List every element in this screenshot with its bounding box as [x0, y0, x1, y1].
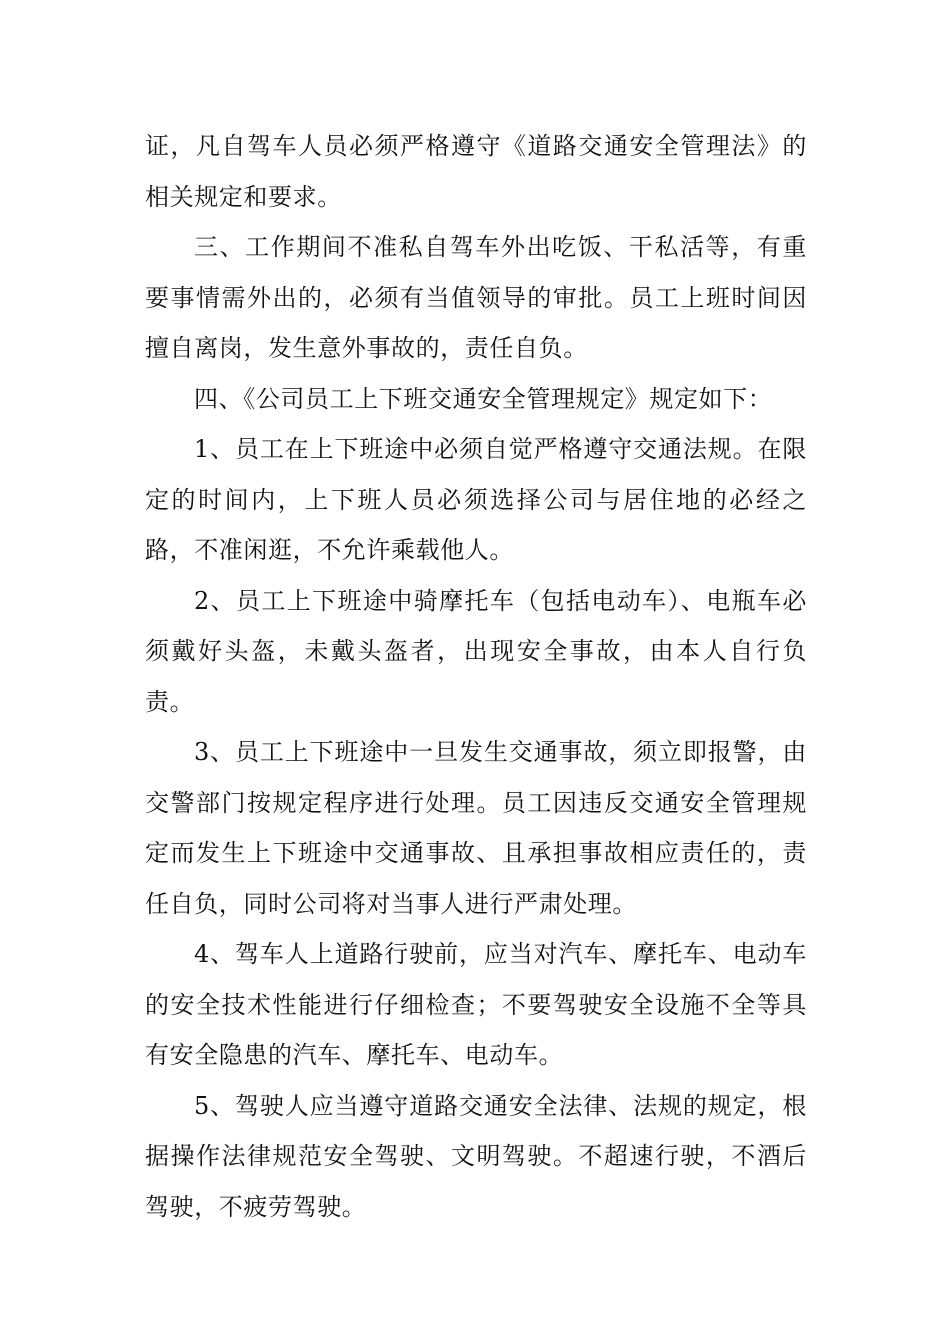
- paragraph-rule-4: 4、驾车人上道路行驶前，应当对汽车、摩托车、电动车的安全技术性能进行仔细检查；不要驾驶安全设施不全等具有安全隐患的汽车、摩托车、电动车。: [145, 940, 807, 1069]
- paragraph-item-3: 三、工作期间不准私自驾车外出吃饭、干私活等，有重要事情需外出的，必须有当值领导的审批。员工上班时间因擅自离岗，发生意外事故的，责任自负。: [145, 233, 807, 362]
- document-body: [145, 121, 807, 1232]
- paragraph-rule-3: 3、员工上下班途中一旦发生交通事故，须立即报警，由交警部门按规定程序进行处理。员工因违反交通安全管理规定而发生上下班途中交通事故、且承担事故相应责任的，责任自负，同时公司将对当事人进行严肃处理。: [145, 738, 807, 918]
- paragraph-rule-5: 5、驾驶人应当遵守道路交通安全法律、法规的规定，根据操作法律规范安全驾驶、文明驾驶。不超速行驶，不酒后驾驶，不疲劳驾驶。: [145, 1091, 807, 1221]
- paragraph-rule-2: 2、员工上下班途中骑摩托车（包括电动车）、电瓶车必须戴好头盔，未戴头盔者，出现安全事故，由本人自行负责。: [145, 586, 807, 716]
- paragraph-rule-1: 1、员工在上下班途中必须自觉严格遵守交通法规。在限定的时间内，上下班人员必须选择公司与居住地的必经之路，不准闲逛，不允许乘载他人。: [145, 435, 807, 564]
- paragraph-continuation: 证，凡自驾车人员必须严格遵守《道路交通安全管理法》的相关规定和要求。: [145, 132, 807, 211]
- paragraph-item-4: 四、《公司员工上下班交通安全管理规定》规定如下：: [194, 384, 773, 413]
